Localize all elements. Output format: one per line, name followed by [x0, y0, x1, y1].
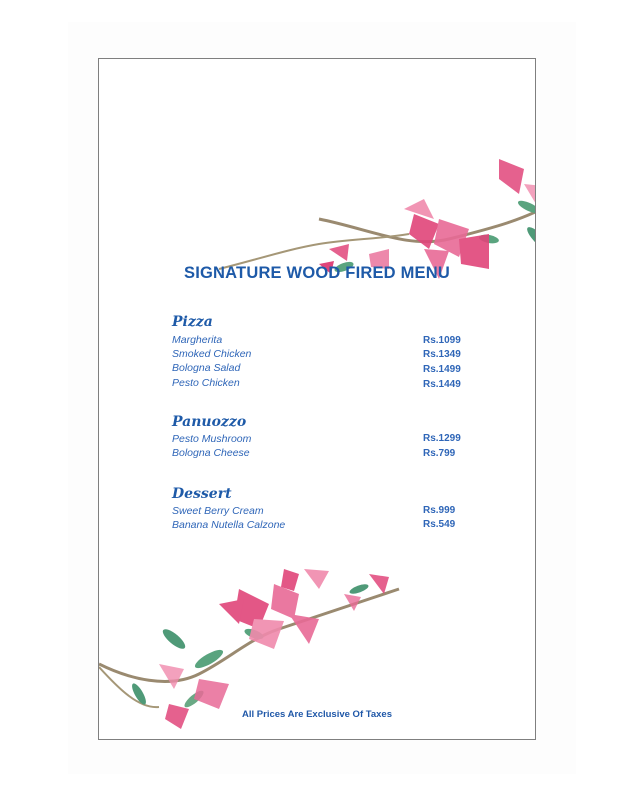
menu-item-price: Rs.999 — [423, 505, 456, 516]
menu-item-price: Rs.1349 — [423, 349, 461, 360]
menu-item-price: Rs.1449 — [423, 379, 461, 390]
menu-item-name: Bologna Cheese — [172, 447, 250, 459]
menu-item-name: Pesto Mushroom — [172, 433, 252, 445]
menu-item-name: Sweet Berry Cream — [172, 505, 264, 517]
menu-item-price: Rs.1099 — [423, 335, 461, 346]
menu-item-price: Rs.1299 — [423, 433, 461, 444]
menu-item-name: Smoked Chicken — [172, 348, 252, 360]
section-heading-dessert: Dessert — [172, 486, 232, 502]
menu-item-name: Banana Nutella Calzone — [172, 519, 286, 531]
section-heading-pizza: Pizza — [172, 314, 213, 330]
menu-item-name: Margherita — [172, 334, 223, 346]
menu-item-price: Rs.1499 — [423, 364, 461, 375]
menu-item-name: Pesto Chicken — [172, 377, 240, 389]
menu-card — [98, 58, 536, 740]
menu-title: SIGNATURE WOOD FIRED MENU — [184, 264, 450, 282]
menu-item-price: Rs.549 — [423, 519, 456, 530]
taxes-footer-note: All Prices Are Exclusive Of Taxes — [242, 709, 392, 720]
section-heading-panuozzo: Panuozzo — [172, 414, 247, 430]
menu-item-name: Bologna Salad — [172, 362, 241, 374]
menu-item-price: Rs.799 — [423, 448, 456, 459]
